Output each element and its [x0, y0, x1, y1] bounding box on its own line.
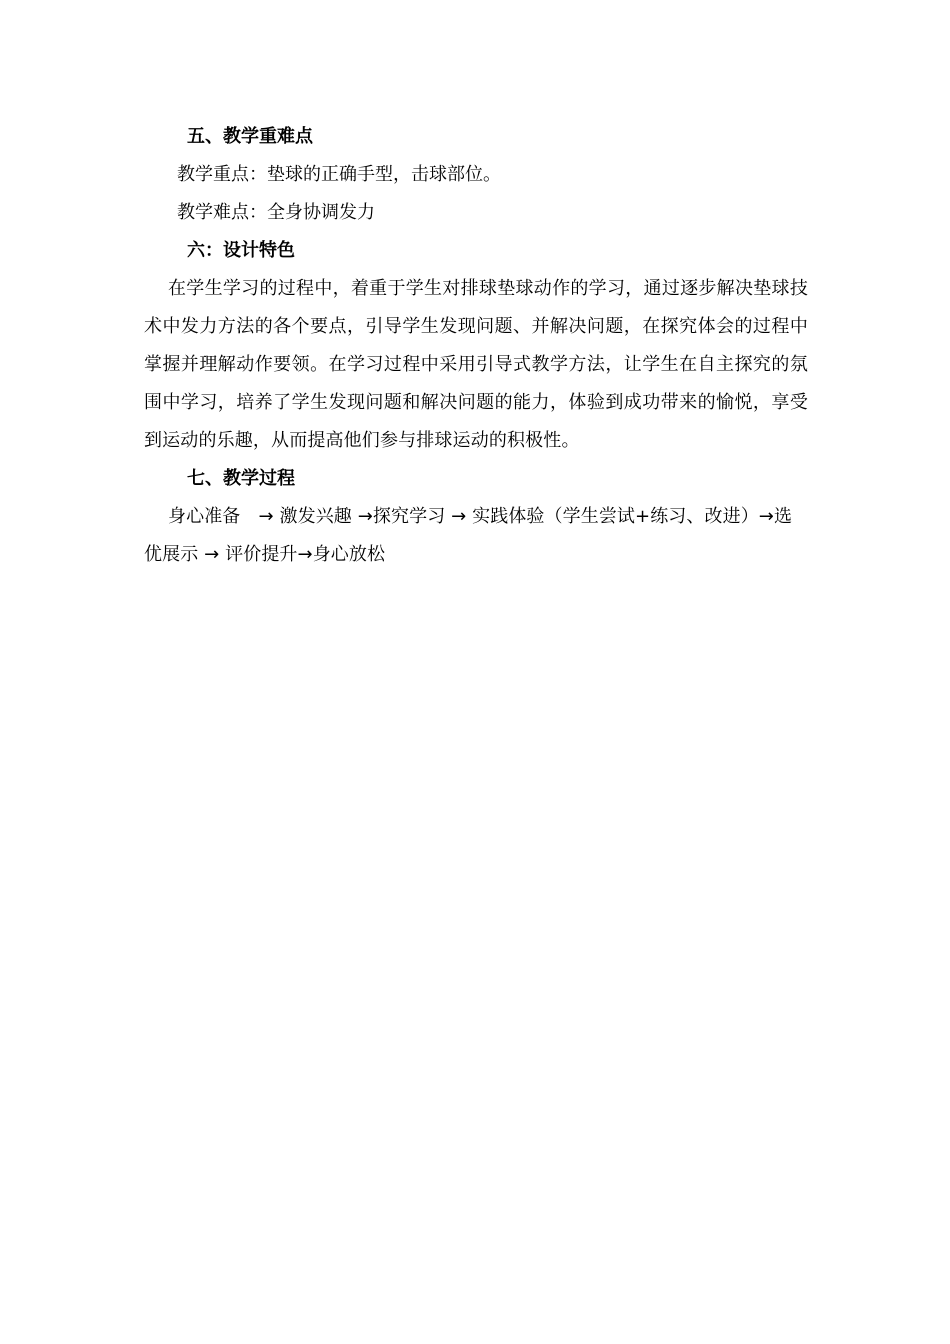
teaching-process-flow: 身心准备 → 激发兴趣 →探究学习 → 实践体验（学生尝试+练习、改进）→选优展示 → 评价提升→身心放松 [144, 506, 793, 565]
section-7-heading: 七、教学过程 [187, 468, 295, 489]
section-5-heading: 五、教学重难点 [187, 126, 313, 147]
section-6-heading: 六：设计特色 [187, 240, 295, 261]
difficult-point-text: 教学难点：全身协调发力 [177, 202, 375, 223]
document-body [144, 118, 808, 574]
design-feature-paragraph: 在学生学习的过程中，着重于学生对排球垫球动作的学习，通过逐步解决垫球技术中发力方法的各个要点，引导学生发现问题、并解决问题，在探究体会的过程中掌握并理解动作要领。在学习过程中采用引导式教学方法，让学生在自主探究的氛围中学习，培养了学生发现问题和解决问题的能力，体验到成功带来的愉悦，享受到运动的乐趣，从而提高他们参与排球运动的积极性。 [144, 278, 808, 451]
key-point-text: 教学重点：垫球的正确手型，击球部位。 [177, 164, 501, 185]
